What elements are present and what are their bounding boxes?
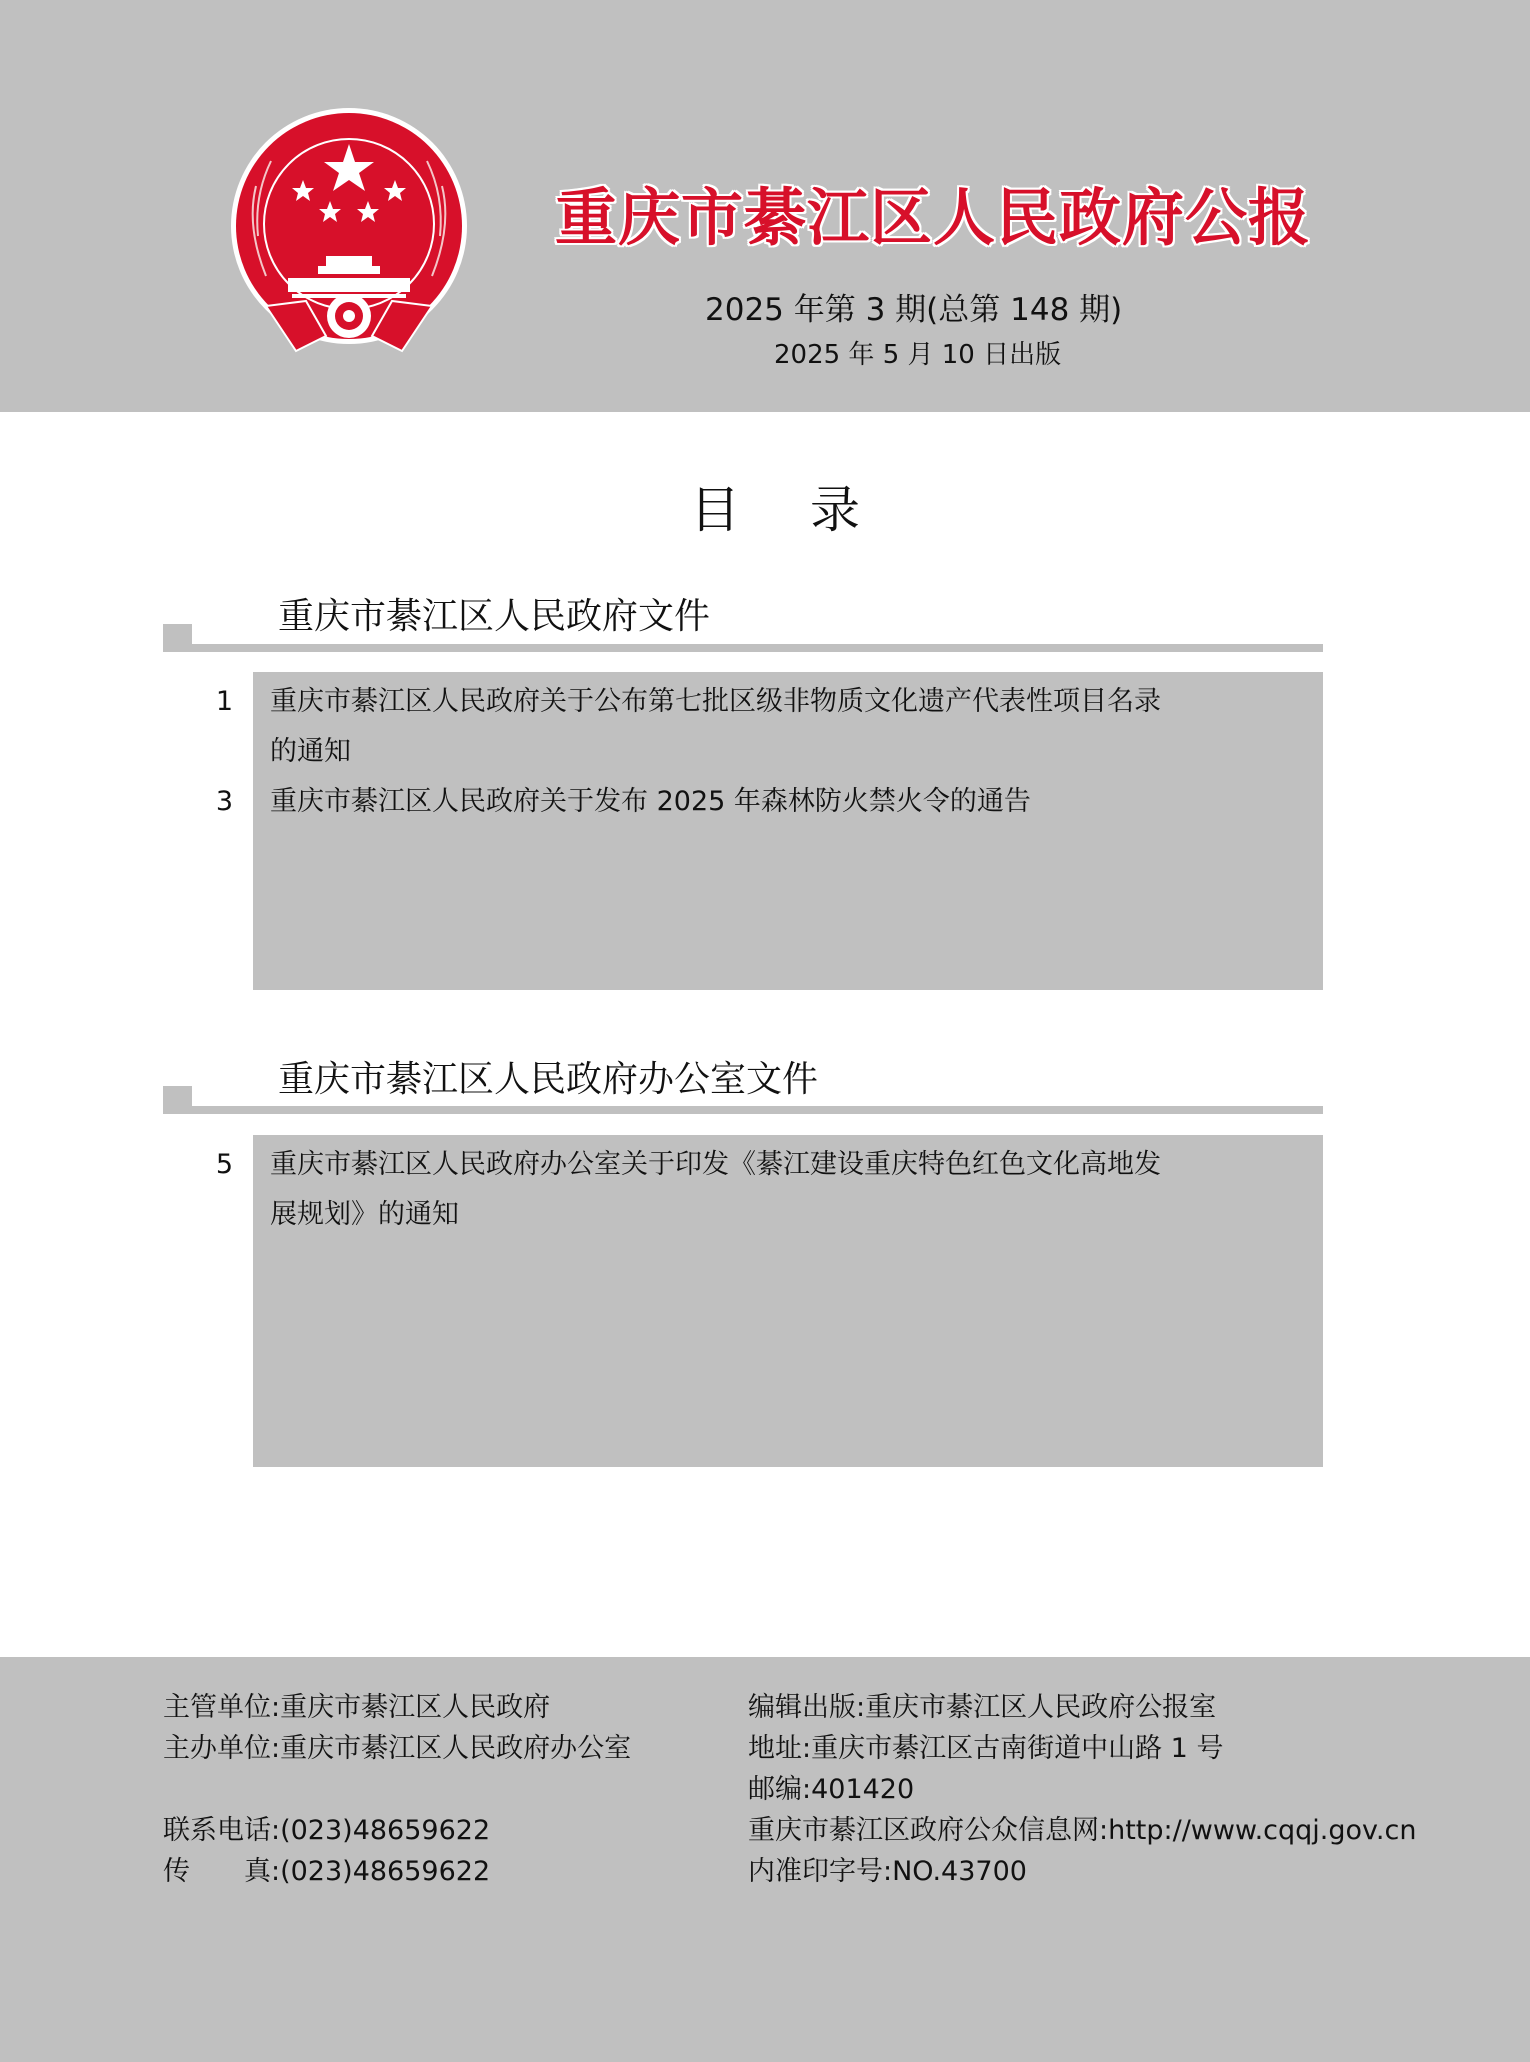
spacer [163,1769,631,1810]
toc-entry[interactable] [215,1140,1353,1240]
toc-heading-char: 目 [690,481,740,539]
entry-title-line[interactable]: 的通知 [270,736,351,767]
editor-publisher: 编辑出版:重庆市綦江区人民政府公报室 [748,1692,1217,1723]
section-divider [163,644,1323,652]
entry-title-line[interactable]: 重庆市綦江区人民政府关于公布第七批区级非物质文化遗产代表性项目名录 [270,686,1161,717]
sponsor-unit: 主办单位:重庆市綦江区人民政府办公室 [163,1733,632,1764]
contact-phone: 联系电话:(023)48659622 [163,1815,491,1846]
entry-title-line[interactable]: 重庆市綦江区人民政府办公室关于印发《綦江建设重庆特色红色文化高地发 [270,1149,1161,1180]
colophon-right [748,1687,1416,1892]
section-title-government-documents: 重庆市綦江区人民政府文件 [278,596,711,637]
publish-date: 2025 年 5 月 10 日出版 [774,340,1062,370]
toc-entry[interactable] [215,677,1353,777]
section-divider [163,1106,1323,1114]
entry-title-line[interactable]: 重庆市綦江区人民政府关于发布 2025 年森林防火禁火令的通告 [270,786,1031,817]
masthead-band [0,0,1530,412]
page-number: 1 [215,686,233,717]
publication-title: 重庆市綦江区人民政府公报 [555,181,1312,254]
page-number: 5 [215,1149,233,1180]
supervisor-unit: 主管单位:重庆市綦江区人民政府 [163,1692,551,1723]
postal-code: 邮编:401420 [748,1774,915,1805]
website-link[interactable]: 重庆市綦江区政府公众信息网:http://www.cqqj.gov.cn [748,1815,1417,1846]
toc-box-government-documents [215,672,1323,990]
page-number: 3 [215,786,233,817]
address: 地址:重庆市綦江区古南街道中山路 1 号 [748,1733,1224,1764]
print-permit-number: 内准印字号:NO.43700 [748,1856,1027,1887]
colophon-left [163,1687,631,1892]
section-title-office-documents: 重庆市綦江区人民政府办公室文件 [278,1059,819,1100]
toc-heading [690,470,860,542]
toc-entry[interactable] [215,777,1353,827]
national-emblem-icon [226,106,472,362]
colophon-band [0,1657,1530,2062]
fax-number: 传 真:(023)48659622 [163,1856,491,1887]
issue-number: 2025 年第 3 期(总第 148 期) [705,292,1123,328]
toc-box-office-documents [215,1135,1323,1467]
toc-heading-char: 录 [810,481,860,539]
entry-title-line[interactable]: 展规划》的通知 [270,1199,459,1230]
